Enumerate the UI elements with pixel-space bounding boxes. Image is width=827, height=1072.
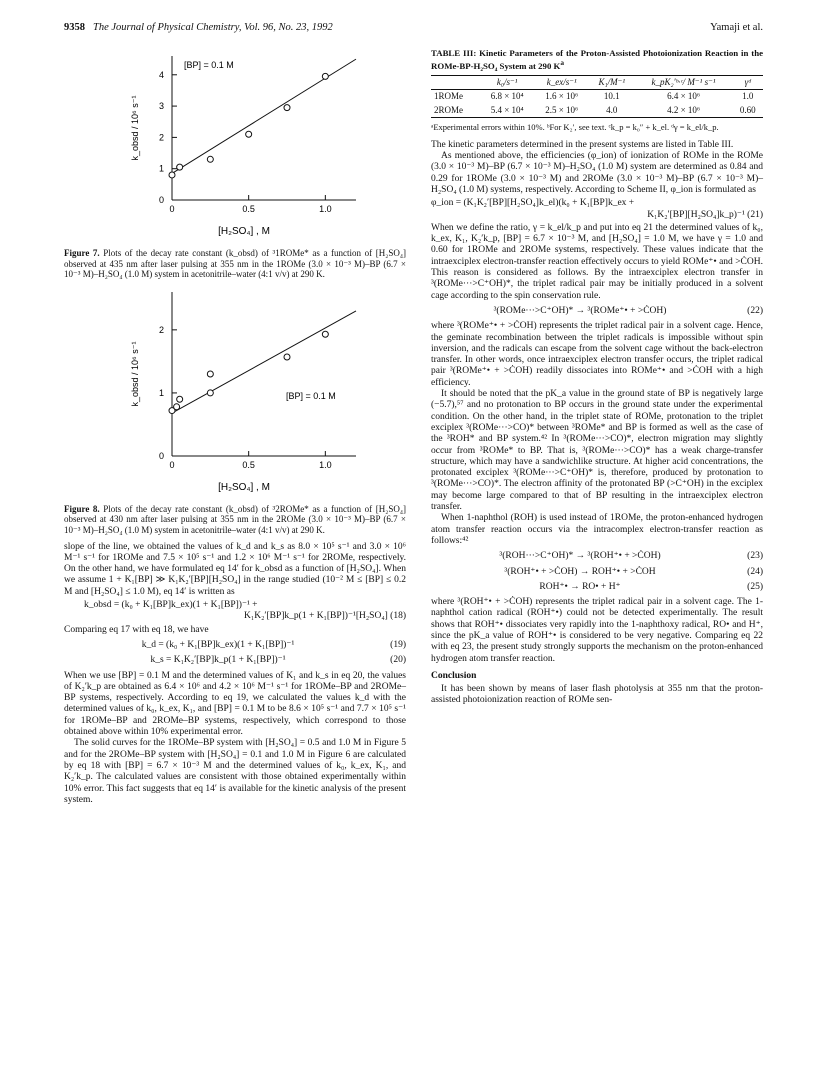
equation-23-body: ³(ROH···>C⁺OH)* → ³(ROH⁺• + >ĊOH) — [499, 551, 661, 562]
data-point — [207, 156, 213, 162]
figure-8-plot — [64, 286, 406, 504]
paragraph: When 1-naphthol (ROH) is used instead of 1ROMe, the proton-enhanced hydrogen atom transfer reaction occurs via the intracomplex electron-transfer reaction as follows:⁴² — [431, 513, 763, 546]
table-cell: 1.0 — [742, 91, 754, 102]
y-axis-label: k_obsd / 10⁶ s⁻¹ — [130, 95, 140, 161]
paragraph: The solid curves for the 1ROMe–BP system with [H₂SO₄] = 0.5 and 1.0 M in Figure 5 and for the 2ROMe–BP system with [H₂SO₄] = 0.1 and 1.0 M in Figure 6 are calculated by eq 18 with [BP] = 6.7 × 10⁻³ M and the determined values of k₀, k_ex, K₁, and K₂′k_p. The calculated values are consistent with those obtained experimentally within 10% error. This fact suggests that eq 14′ is available for the kinetic analysis of the present system. — [64, 738, 406, 805]
equation-18 — [64, 600, 406, 623]
paragraph: It should be noted that the pK_a value in the ground state of BP is negatively large (−5.7),⁵⁷ and no protonation to BP occurs in the ground state under the experimental condition. On the other hand, in the triplet state of ROMe, protonation to the triplet exciplex ³(ROMe···>CO)* between ³ROMe* and BP is formed as well as the case of the ³ROH* and BP system.⁴² In ³(ROMe···>CO)*, electron migration may slightly occur from ³ROMe* to BP. That is, ³(ROMe···>CO)* has a weak charge-transfer structure, which may have a sandwichlike structure. At higher acid concentrations, the protonated exciplex ³(ROMe···>C⁺OH)* is, therefore, produced by protonation to ³(ROMe···>CO)*. The electron affinity of the protonated BP (>C⁺OH) in the exciplex may become large compared to that of BP resulting in the intraexciplex electron transfer. — [431, 389, 763, 513]
table-cell: 0.60 — [733, 104, 763, 118]
table-cell: 2.5 × 10⁶ — [534, 104, 589, 118]
figure-7-plot — [64, 48, 406, 248]
equation-20-number: (20) — [390, 655, 406, 666]
paragraph: Comparing eq 17 with eq 18, we have — [64, 624, 209, 635]
equation-21-line-2: K₁K₂′[BP][H₂SO₄]k_p)⁻¹ (21) — [647, 209, 763, 220]
table-cell: 6.4 × 10⁶ — [667, 91, 701, 102]
paragraph: where ³(ROH⁺• + >ĊOH) represents the triplet radical pair in a solvent cage. The 1-naphthol cation radical (ROH⁺•) could not be detected experimentally. The result shows that ROH⁺• dissociates very rapidly into the 1-naphthoxy radical, RO• and H⁺, since the pK_a value of ROH⁺• is considered to be very negative. Comparing eq 22 with eq 23, the present study strongly supports the mechanism on the proton-enhanced hydrogen atom transfer reaction. — [431, 597, 763, 664]
figure-7-label: Figure 7. — [64, 248, 100, 258]
author-line: Yamaji et al. — [710, 22, 763, 33]
figure-8-caption — [64, 504, 406, 536]
data-point — [169, 172, 175, 178]
figure-8-caption-text: Plots of the decay rate constant (k_obsd) of ³2ROMe* as a function of [H₂SO₄] observed at 430 nm after laser pulsing at 355 nm in the 2ROMe (3.0 × 10⁻³ M)–BP (6.7 × 10⁻³ M)–H₂SO₄ (1.0 M) system in acetonitrile–water (4:1 v/v) at 290 K. — [64, 503, 406, 535]
data-point — [177, 164, 183, 170]
equation-18-line-1: k_obsd = (k₀ + K₁[BP]k_ex)(1 + K₁[BP])⁻¹ + — [84, 600, 258, 611]
y-tick-label: 1 — [158, 163, 164, 174]
y-axis-label: k_obsd / 10⁶ s⁻¹ — [130, 341, 140, 407]
table-row — [431, 90, 763, 104]
data-point — [284, 105, 290, 111]
table-header-cell: k_pK₂′ᵇ·ᶜ/ M⁻¹ s⁻¹ — [635, 75, 733, 89]
paragraph: When we define the ratio, γ = k_el/k_p and put into eq 21 the determined values of k₀, k_ex, K₁, K₂′k_p, [BP] = 6.7 × 10⁻³ M, and [H₂SO₄] = 1.0 M, we have γ = 1.0 and 0.60 for 1ROMe and 2ROMe systems, respectively. These values indicate that the intraexciplex electron-transfer reaction effectively occurs to yield ROMe⁺• and >ĊOH. This reason is considered as follows. By the intraexciplex electron transfer in ³(ROMe···>C⁺OH)*, the triplet radical pair may be initially produced in a solvent cage according to the spin conservation rule. — [431, 222, 763, 301]
y-tick-label: 4 — [158, 69, 164, 80]
x-tick-label: 1.0 — [319, 204, 332, 214]
table-3-title — [431, 48, 763, 71]
left-column — [64, 48, 406, 806]
paragraph: As mentioned above, the efficiencies (φ_ion) of ionization of ROMe in the ROMe (3.0 × 10⁻³ M)–BP (6.7 × 10⁻³ M)–H₂SO₄ (1.0 M) system are determined as 0.84 and 0.29 for 1ROMe (3.0 × 10⁻³ M) and 2ROMe (3.0 × 10⁻³ M)–BP (6.7 × 10⁻³ M)–H₂SO₄ (1.0 M) systems, respectively. According to Scheme II, φ_ion is formulated as — [431, 151, 763, 195]
equation-19 — [64, 640, 406, 651]
table-3-footnote: ᵃExperimental errors within 10%. ᵇFor K₂′, see text. ᶜk_p = k₀″ + k_el. ᵈγ = k_el/k_p. — [431, 121, 719, 132]
x-tick-label: 0.5 — [242, 204, 255, 214]
table-cell: 4.2 × 10⁶ — [635, 104, 733, 118]
table-cell: 10.1 — [603, 91, 620, 102]
figure-7-caption — [64, 248, 406, 280]
table-header-cell: γᵈ — [733, 75, 763, 89]
table-header-cell: k_ex/s⁻¹ — [534, 75, 589, 89]
figure-7-caption-text: Plots of the decay rate constant (k_obsd) of ³1ROMe* as a function of [H₂SO₄] observed at 435 nm after laser pulsing at 355 nm in the 1ROMe (3.0 × 10⁻³ M)–BP (6.7 × 10⁻³ M)–H₂SO₄ (1.0 M) system in acetonitrile–water (4:1 v/v) at 290 K. — [64, 248, 406, 280]
table-row — [431, 104, 763, 118]
paragraph: When we use [BP] = 0.1 M and the determined values of K₁ and k_s in eq 20, the values of K₂′k_p are obtained as 6.4 × 10⁶ and 4.2 × 10⁶ M⁻¹ s⁻¹ for 1ROMe–BP and 2ROMe–BP systems, respectively. According to eq 19, we calculated the values k_d with the determined values of k₀, k_ex, K₁, and [BP] = 0.1 M to be 8.6 × 10⁵ s⁻¹ and 7.7 × 10⁵ s⁻¹ for 1ROMe–BP and 2ROMe–BP systems, respectively, which correspond to those obtained above within 10% experimental error. — [64, 670, 406, 738]
equation-19-body: k_d = (k₀ + K₁[BP]k_ex)(1 + K₁[BP])⁻¹ — [141, 639, 295, 650]
equation-19-number: (19) — [390, 639, 406, 650]
data-point — [322, 331, 328, 337]
data-point — [246, 131, 252, 137]
equation-25 — [431, 582, 763, 593]
table-cell: 1.6 × 10⁶ — [545, 91, 579, 102]
page-number: 9358 — [64, 22, 85, 33]
data-point — [207, 390, 213, 396]
y-tick-label: 3 — [158, 101, 164, 112]
paragraph: The kinetic parameters determined in the present systems are listed in Table III. — [431, 139, 734, 150]
paragraph: It has been shown by means of laser flash photolysis at 355 nm that the proton-assisted photoionization reaction of ROMe sen- — [431, 684, 763, 706]
equation-18-line-2: K₁K₂′[BP]k_p(1 + K₁[BP])⁻¹[H₂SO₄] (18) — [244, 611, 406, 622]
paragraph: where ³(ROMe⁺• + >ĊOH) represents the triplet radical pair in a solvent cage. Hence, the geminate recombination between the triplet radicals is impossible without spin inversion, and the radicals can escape from the solvent cage without the back-electron transfer. In other words, once intraexciplex electron transfer occurs, the triplet radical pair ³(ROMe⁺• + >ĊOH) readily dissociates into ROMe⁺• and >ĊOH with a high efficiency. — [431, 321, 763, 388]
x-axis-label: [H₂SO₄] , M — [218, 481, 270, 493]
table-header-cell: k₀/s⁻¹ — [480, 75, 535, 89]
equation-21-line-1: φ_ion = (K₁K₂′[BP][H₂SO₄]k_el)(k₀ + K₁[BP]k_ex + — [431, 198, 635, 209]
equation-23 — [431, 551, 763, 562]
equation-23-number: (23) — [747, 551, 763, 562]
equation-22 — [431, 306, 763, 317]
section-heading: Conclusion — [431, 670, 477, 681]
y-tick-label: 1 — [158, 387, 164, 398]
equation-20 — [64, 655, 406, 666]
running-head — [64, 22, 763, 38]
table-cell: 6.8 × 10⁴ — [490, 91, 524, 102]
equation-24-number: (24) — [747, 566, 763, 577]
table-cell: 5.4 × 10⁴ — [480, 104, 535, 118]
table-3 — [431, 75, 763, 118]
y-tick-label: 0 — [158, 450, 164, 461]
table-cell: 4.0 — [589, 104, 635, 118]
table-3-title-text: TABLE III: Kinetic Parameters of the Proton-Assisted Photoionization Reaction in the ROMe-BP-H₂SO₄ System at 290 K — [431, 48, 763, 71]
x-tick-label: 0 — [169, 459, 175, 470]
right-column — [431, 48, 763, 707]
x-axis-label: [H₂SO₄] , M — [218, 226, 270, 237]
bp-concentration-label: [BP] = 0.1 M — [286, 391, 336, 402]
equation-24 — [431, 567, 763, 578]
equation-22-number: (22) — [747, 305, 763, 316]
y-tick-label: 2 — [158, 324, 164, 335]
equation-22-body: ³(ROMe···>C⁺OH)* → ³(ROMe⁺• + >ĊOH) — [493, 305, 667, 316]
data-point — [177, 396, 183, 402]
figure-8-label: Figure 8. — [64, 503, 100, 514]
paragraph: slope of the line, we obtained the values of k_d and k_s as 8.0 × 10⁵ s⁻¹ and 3.0 × 10⁶ M⁻¹ s⁻¹ for 1ROMe and 7.5 × 10⁵ s⁻¹ and 1.2 × 10⁶ M⁻¹ s⁻¹ for 2ROMe, respectively. On the other hand, we have formulated eq 14′ for k_obsd as a function of [H₂SO₄]. When we assume 1 + K₁[BP] ≫ K₁K₂′[BP][H₂SO₄] in the range studied (10⁻² M ≤ [BP] ≤ 0.2 M and [H₂SO₄] ≤ 1.0 M), eq 14′ is written as — [64, 541, 406, 597]
table-header-row — [431, 75, 763, 89]
table-cell: 2ROMe — [431, 104, 480, 118]
x-tick-label: 0.5 — [242, 459, 255, 470]
data-point — [207, 371, 213, 377]
table-header-cell: K₁/M⁻¹ — [589, 75, 635, 89]
data-point — [174, 404, 180, 410]
table-3-title-note: a — [560, 58, 565, 67]
journal-citation: The Journal of Physical Chemistry, Vol. 96, No. 23, 1992 — [93, 22, 333, 33]
y-tick-label: 2 — [158, 132, 164, 143]
table-cell: 1ROMe — [434, 91, 463, 102]
equation-24-body: ³(ROH⁺• + >ĊOH) → ROH⁺• + >ĊOH — [504, 566, 656, 577]
equation-25-number: (25) — [747, 581, 763, 592]
x-tick-label: 1.0 — [319, 459, 332, 470]
equation-21 — [431, 198, 763, 221]
running-head-left — [64, 22, 333, 33]
data-point — [284, 354, 290, 360]
y-tick-label: 0 — [158, 195, 164, 205]
equation-25-body: ROH⁺• → RO• + H⁺ — [539, 581, 621, 592]
bp-concentration-label: [BP] = 0.1 M — [184, 60, 234, 70]
equation-20-body: k_s = K₁K₂′[BP]k_p(1 + K₁[BP])⁻¹ — [150, 655, 286, 666]
x-tick-label: 0 — [169, 204, 175, 214]
table-header-cell — [431, 75, 480, 89]
data-point — [322, 73, 328, 79]
